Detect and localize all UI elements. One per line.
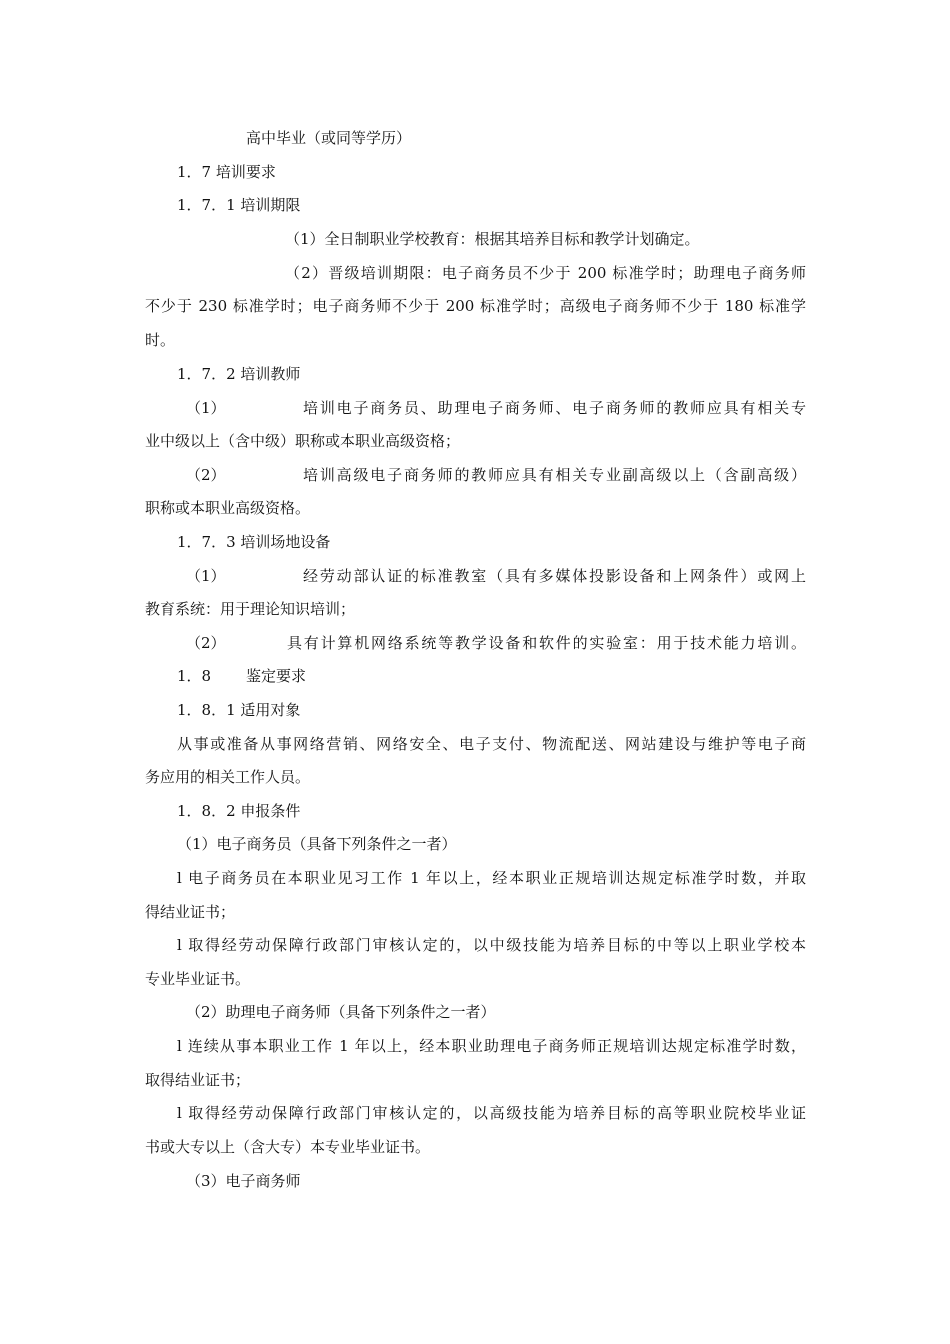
text-line: 专业毕业证书。 [145,970,251,988]
section-heading: 1．8．2 申报条件 [177,802,301,820]
text-line: 具有计算机网络系统等教学设备和软件的实验室：用于技术能力培训。 [287,634,806,652]
text-line: （3）电子商务师 [186,1172,301,1190]
text-line: 时。 [145,331,176,349]
section-heading: 1．8．1 适用对象 [177,701,301,719]
section-number: 1．8 [177,667,212,685]
list-number: （1） [186,567,226,585]
text-line: 经劳动部认证的标准教室（具有多媒体投影设备和上网条件）或网上 [303,567,806,585]
text-line: （1）全日制职业学校教育：根据其培养目标和教学计划确定。 [285,230,700,248]
text-line: 教育系统：用于理论知识培训； [145,600,356,618]
text-line: 职称或本职业高级资格。 [145,499,311,517]
section-heading: 1．7．2 培训教师 [177,365,301,383]
text-line: l 连续从事本职业工作 1 年以上，经本职业助理电子商务师正规培训达规定标准学时数， [177,1037,806,1055]
text-line: l 取得经劳动保障行政部门审核认定的，以高级技能为培养目标的高等职业院校毕业证 [177,1104,806,1122]
text-line: l 取得经劳动保障行政部门审核认定的，以中级技能为培养目标的中等以上职业学校本 [177,936,806,954]
text-line: 培训电子商务员、助理电子商务师、电子商务师的教师应具有相关专 [303,399,806,417]
text-line: 业中级以上（含中级）职称或本职业高级资格； [145,432,461,450]
text-line: （2）晋级培训期限：电子商务员不少于 200 标准学时；助理电子商务师 [285,264,806,282]
text-line: 书或大专以上（含大专）本专业毕业证书。 [145,1138,431,1156]
text-line: 务应用的相关工作人员。 [145,768,311,786]
text-line: 不少于 230 标准学时；电子商务师不少于 200 标准学时；高级电子商务师不少于 180 标准学 [145,297,806,315]
text-line: 从事或准备从事网络营销、网络安全、电子支付、物流配送、网站建设与维护等电子商 [177,735,806,753]
list-number: （1） [186,399,226,417]
section-heading: 1．7 培训要求 [177,163,276,181]
section-heading: 1．7．1 培训期限 [177,196,301,214]
text-line: 培训高级电子商务师的教师应具有相关专业副高级以上（含副高级） [303,466,806,484]
section-heading: 1．7．3 培训场地设备 [177,533,331,551]
list-number: （2） [186,634,226,652]
text-line: 得结业证书； [145,903,236,921]
list-number: （2） [186,466,226,484]
text-line: （1）电子商务员（具备下列条件之一者） [177,835,457,853]
text-line: （2）助理电子商务师（具备下列条件之一者） [186,1003,496,1021]
text-line: l 电子商务员在本职业见习工作 1 年以上，经本职业正规培训达规定标准学时数，并取 [177,869,806,887]
text-line: 取得结业证书； [145,1071,251,1089]
section-heading: 鉴定要求 [246,667,307,685]
text-line: 高中毕业（或同等学历） [246,129,412,147]
